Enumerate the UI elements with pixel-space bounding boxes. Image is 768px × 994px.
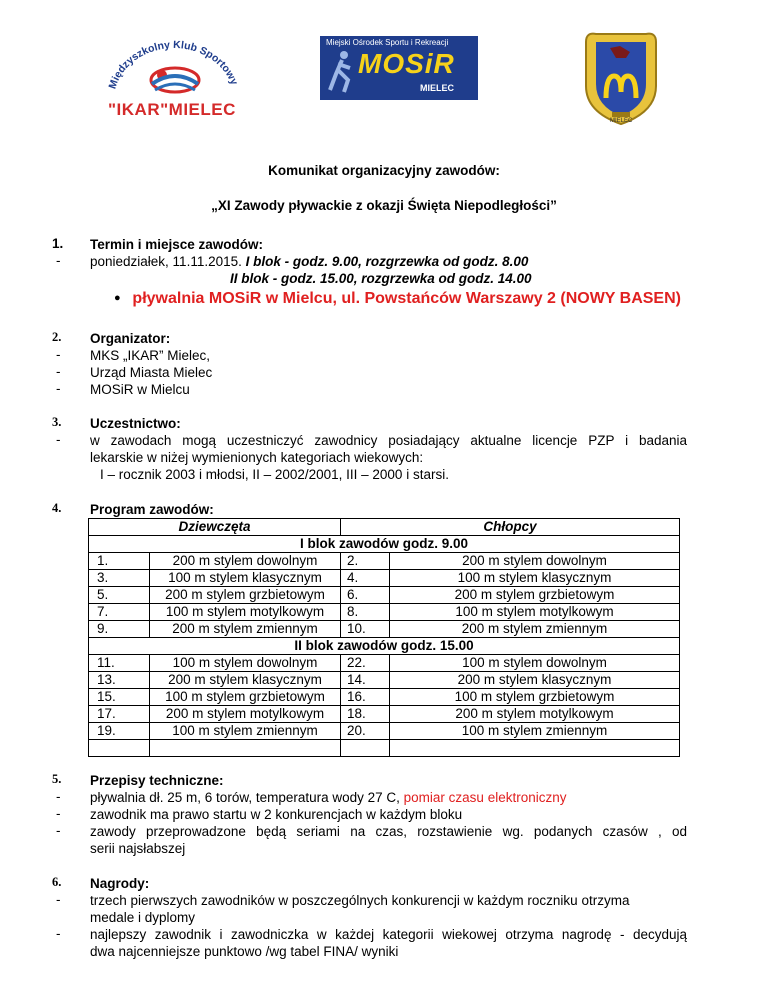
empty-cell: [390, 740, 680, 757]
bullet-icon: ●: [114, 292, 121, 304]
girls-event-name: 200 m stylem motylkowym: [150, 706, 341, 723]
boys-event-number: 14.: [341, 672, 390, 689]
boys-event-number: 22.: [341, 655, 390, 672]
section-5-heading: Przepisy techniczne:: [90, 773, 224, 788]
section-4-number: 4.: [52, 501, 62, 515]
page-title: Komunikat organizacyjny zawodów:: [268, 163, 500, 178]
page-subtitle: „XI Zawody pływackie z okazji Święta Niepodległości”: [211, 198, 557, 213]
venue: pływalnia MOSiR w Mielcu, ul. Powstańców Warszawy 2 (NOWY BASEN): [132, 290, 681, 307]
dash: -: [56, 789, 61, 804]
table-row: [89, 621, 680, 638]
table-row: [89, 723, 680, 740]
boys-event-name: 100 m stylem dowolnym: [390, 655, 680, 672]
boys-event-number: 10.: [341, 621, 390, 638]
empty-cell: [150, 740, 341, 757]
dash: -: [56, 926, 61, 941]
boys-event-number: 16.: [341, 689, 390, 706]
awards-line-1: trzech pierwszych zawodników w poszczególnych konkurencji w każdym roczniku otrzyma: [90, 893, 630, 908]
dash: -: [56, 347, 61, 362]
rules-line-3: zawody przeprowadzone będą seriami na czas, rozstawienie wg. podanych czasów , od: [90, 824, 687, 839]
rules-line-1: [90, 789, 566, 806]
organizer-1: MKS „IKAR” Mielec,: [90, 348, 211, 363]
table-row: [89, 587, 680, 604]
empty-cell: [89, 740, 150, 757]
block-1-title-row: [89, 536, 680, 553]
block-2-events: [89, 655, 680, 740]
dash: -: [56, 892, 61, 907]
girls-event-name: 200 m stylem klasycznym: [150, 672, 341, 689]
girls-event-name: 200 m stylem grzbietowym: [150, 587, 341, 604]
block-2-title-row: [89, 638, 680, 655]
organizer-2: Urząd Miasta Mielec: [90, 365, 213, 380]
participation-line-1: w zawodach mogą uczestniczyć zawodnicy posiadający aktualne licencje PZP i badania: [90, 433, 687, 448]
awards-line-1b: medale i dyplomy: [90, 910, 196, 925]
block-1-title: I blok zawodów godz. 9.00: [89, 536, 680, 553]
girls-event-name: 100 m stylem dowolnym: [150, 655, 341, 672]
empty-row: [89, 740, 680, 757]
participation-line-2: lekarskie w niżej wymienionych kategoriach wiekowych:: [90, 450, 424, 465]
girls-event-number: 13.: [89, 672, 150, 689]
table-row: [89, 655, 680, 672]
boys-event-name: 200 m stylem zmiennym: [390, 621, 680, 638]
boys-event-number: 4.: [341, 570, 390, 587]
section-6-number: 6.: [52, 875, 62, 889]
event-date: poniedziałek, 11.11.2015.: [90, 254, 246, 269]
crest-label: MIELEC: [610, 118, 633, 124]
dash: -: [56, 823, 61, 838]
dash: -: [56, 364, 61, 379]
table-row: [89, 689, 680, 706]
dash: -: [56, 253, 61, 268]
rules-line-2: zawodnik ma prawo startu w 2 konkurencjach w każdym bloku: [90, 807, 463, 822]
boys-event-number: 2.: [341, 553, 390, 570]
block-2-time: II blok - godz. 15.00, rozgrzewka od godz. 14.00: [230, 271, 532, 286]
girls-event-number: 7.: [89, 604, 150, 621]
girls-event-name: 100 m stylem klasycznym: [150, 570, 341, 587]
runner-icon: [326, 50, 354, 94]
girls-event-name: 100 m stylem grzbietowym: [150, 689, 341, 706]
section-1-number: 1.: [52, 236, 64, 251]
boys-event-name: 200 m stylem klasycznym: [390, 672, 680, 689]
mosir-name: MOSiR: [358, 48, 455, 79]
boys-event-name: 200 m stylem grzbietowym: [390, 587, 680, 604]
section-3-number: 3.: [52, 415, 62, 429]
girls-event-number: 19.: [89, 723, 150, 740]
boys-event-number: 20.: [341, 723, 390, 740]
section-4-heading: Program zawodów:: [90, 502, 214, 517]
empty-cell: [341, 740, 390, 757]
section-6-heading: Nagrody:: [90, 876, 150, 891]
block-1-events: [89, 553, 680, 638]
girls-event-number: 17.: [89, 706, 150, 723]
awards-line-2: najlepszy zawodnik i zawodniczka w każdej kategorii wiekowej otrzyma nagrodę - decydują: [90, 927, 687, 942]
girls-event-number: 3.: [89, 570, 150, 587]
section-3-heading: Uczestnictwo:: [90, 416, 181, 431]
venue-line: [114, 290, 681, 309]
ikar-logo: [100, 28, 250, 128]
rules-line-3b: serii najsłabszej: [90, 841, 186, 856]
girls-event-number: 11.: [89, 655, 150, 672]
table-row: [89, 553, 680, 570]
svg-text:Międzyszkolny Klub Sportowy: Międzyszkolny Klub Sportowy: [106, 38, 241, 91]
girls-event-number: 15.: [89, 689, 150, 706]
girls-event-name: 200 m stylem dowolnym: [150, 553, 341, 570]
girls-event-number: 5.: [89, 587, 150, 604]
awards-line-2b: dwa najcenniejsze punktowo /wg tabel FINA/ wyniki: [90, 944, 399, 959]
table-row: [89, 604, 680, 621]
dash: -: [56, 432, 61, 447]
section-5-number: 5.: [52, 772, 62, 786]
event-date-line: [90, 253, 528, 270]
boys-event-name: 100 m stylem motylkowym: [390, 604, 680, 621]
boys-event-number: 6.: [341, 587, 390, 604]
ikar-name: "IKAR"MIELEC: [108, 100, 236, 119]
program-table: [88, 518, 768, 757]
girls-event-number: 1.: [89, 553, 150, 570]
table-row: [89, 672, 680, 689]
table-header-row: [89, 519, 680, 536]
mosir-city: MIELEC: [420, 83, 455, 93]
timing-info: pomiar czasu elektroniczny: [403, 790, 567, 805]
boys-event-name: 200 m stylem dowolnym: [390, 553, 680, 570]
block-2-title: II blok zawodów godz. 15.00: [89, 638, 680, 655]
boys-event-name: 100 m stylem grzbietowym: [390, 689, 680, 706]
boys-event-name: 100 m stylem zmiennym: [390, 723, 680, 740]
dash: -: [56, 381, 61, 396]
crest-icon: [576, 28, 666, 128]
table-row: [89, 706, 680, 723]
mosir-logo: [320, 36, 478, 100]
mosir-top-text: Miejski Ośrodek Sportu i Rekreacji: [326, 38, 449, 47]
girls-event-name: 200 m stylem zmiennym: [150, 621, 341, 638]
mielec-crest: [576, 28, 666, 128]
girls-event-name: 100 m stylem motylkowym: [150, 604, 341, 621]
block-1-time: I blok - godz. 9.00, rozgrzewka od godz. 8.00: [245, 254, 529, 269]
header-boys: Chłopcy: [341, 519, 680, 536]
boys-event-name: 100 m stylem klasycznym: [390, 570, 680, 587]
section-2-heading: Organizator:: [90, 331, 171, 346]
organizer-3: MOSiR w Mielcu: [90, 382, 190, 397]
boys-event-number: 18.: [341, 706, 390, 723]
table-row: [89, 570, 680, 587]
age-categories: I – rocznik 2003 i młodsi, II – 2002/2001, III – 2000 i starsi.: [100, 467, 449, 482]
header-girls: Dziewczęta: [89, 519, 341, 536]
dash: -: [56, 806, 61, 821]
boys-event-name: 200 m stylem motylkowym: [390, 706, 680, 723]
pool-info: pływalnia dł. 25 m, 6 torów, temperatura wody 27 C,: [90, 790, 404, 805]
section-2-number: 2.: [52, 330, 62, 344]
boys-event-number: 8.: [341, 604, 390, 621]
section-1-heading: Termin i miejsce zawodów:: [90, 237, 264, 252]
girls-event-number: 9.: [89, 621, 150, 638]
girls-event-name: 100 m stylem zmiennym: [150, 723, 341, 740]
